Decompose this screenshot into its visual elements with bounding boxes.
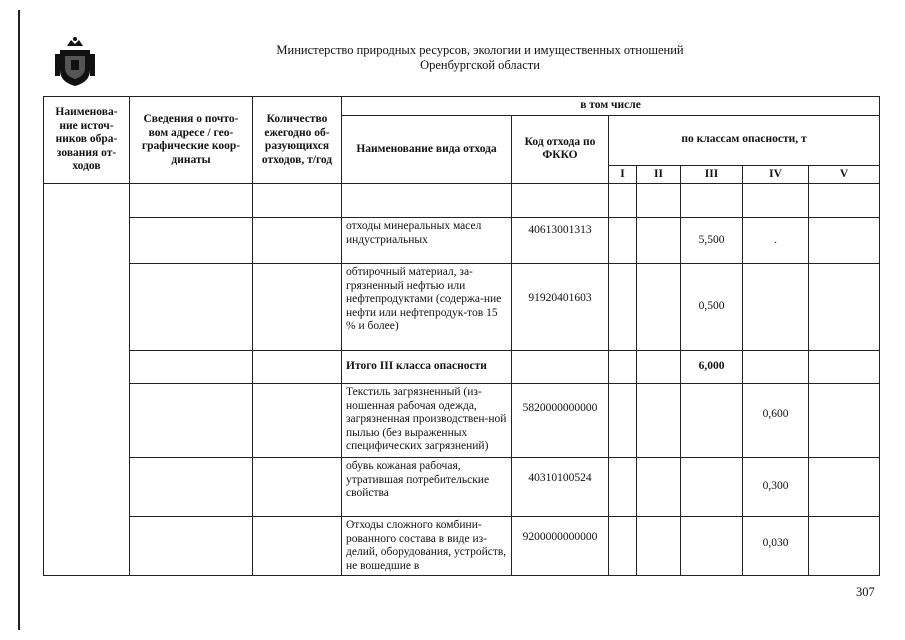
header-class-2: II	[637, 165, 681, 184]
waste-name: обтирочный материал, за-грязненный нефтью или нефтепродуктами (содержа-ние нефти или нефтепродук-тов 15 % и более)	[342, 264, 512, 351]
header-including: в том числе	[342, 97, 880, 116]
header-waste-name: Наименование вида отхода	[342, 115, 512, 184]
class-4-value: 0,600	[743, 384, 809, 458]
class-4-value: 0,300	[743, 458, 809, 517]
table-row-total	[44, 351, 880, 384]
page-number: 307	[856, 585, 875, 599]
class-4-value: .	[743, 218, 809, 264]
header-amount: Количество ежегодно об-разующихся отходов, т/год	[253, 97, 342, 184]
header-class-3: III	[681, 165, 743, 184]
header-class-1: I	[609, 165, 637, 184]
scan-edge-line	[18, 10, 20, 630]
waste-name: отходы минеральных масел индустриальных	[342, 218, 512, 264]
class-4-value: 0,030	[743, 517, 809, 576]
waste-name: Отходы сложного комбини-рованного состава в виде из-делий, оборудования, устройств, не вошедшие в	[342, 517, 512, 576]
ministry-header	[230, 43, 730, 73]
ministry-name: Министерство природных ресурсов, экологии и имущественных отношений	[276, 43, 684, 57]
source-cell	[44, 184, 130, 576]
waste-table	[43, 96, 880, 576]
region-name: Оренбургской области	[420, 58, 540, 72]
total-label: Итого III класса опасности	[342, 351, 512, 384]
waste-name: обувь кожаная рабочая, утратившая потребительские свойства	[342, 458, 512, 517]
fkko-code: 5820000000000	[512, 384, 609, 458]
table-row	[44, 384, 880, 458]
header-class-5: V	[809, 165, 880, 184]
table-row	[44, 218, 880, 264]
header-source: Наименова-ние источ-ников обра-зования от-ходов	[44, 97, 130, 184]
fkko-code: 40613001313	[512, 218, 609, 264]
fkko-code: 9200000000000	[512, 517, 609, 576]
class-3-value: 0,500	[681, 264, 743, 351]
header-class-4: IV	[743, 165, 809, 184]
table-row-empty	[44, 184, 880, 218]
waste-name: Текстиль загрязненный (из-ношенная рабочая одежда, загрязненная производствен-ной пылью (без выраженных специфических загрязнений)	[342, 384, 512, 458]
table-row	[44, 458, 880, 517]
header-address: Сведения о почто-вом адресе / гео-графические коор-динаты	[130, 97, 253, 184]
header-fkko-code: Код отхода по ФККО	[512, 115, 609, 184]
coat-of-arms-icon	[55, 36, 95, 88]
table-row	[44, 264, 880, 351]
class-3-total: 6,000	[681, 351, 743, 384]
class-3-value: 5,500	[681, 218, 743, 264]
fkko-code: 40310100524	[512, 458, 609, 517]
table-row	[44, 517, 880, 576]
header-hazard-classes: по классам опасности, т	[609, 115, 880, 165]
fkko-code: 91920401603	[512, 264, 609, 351]
